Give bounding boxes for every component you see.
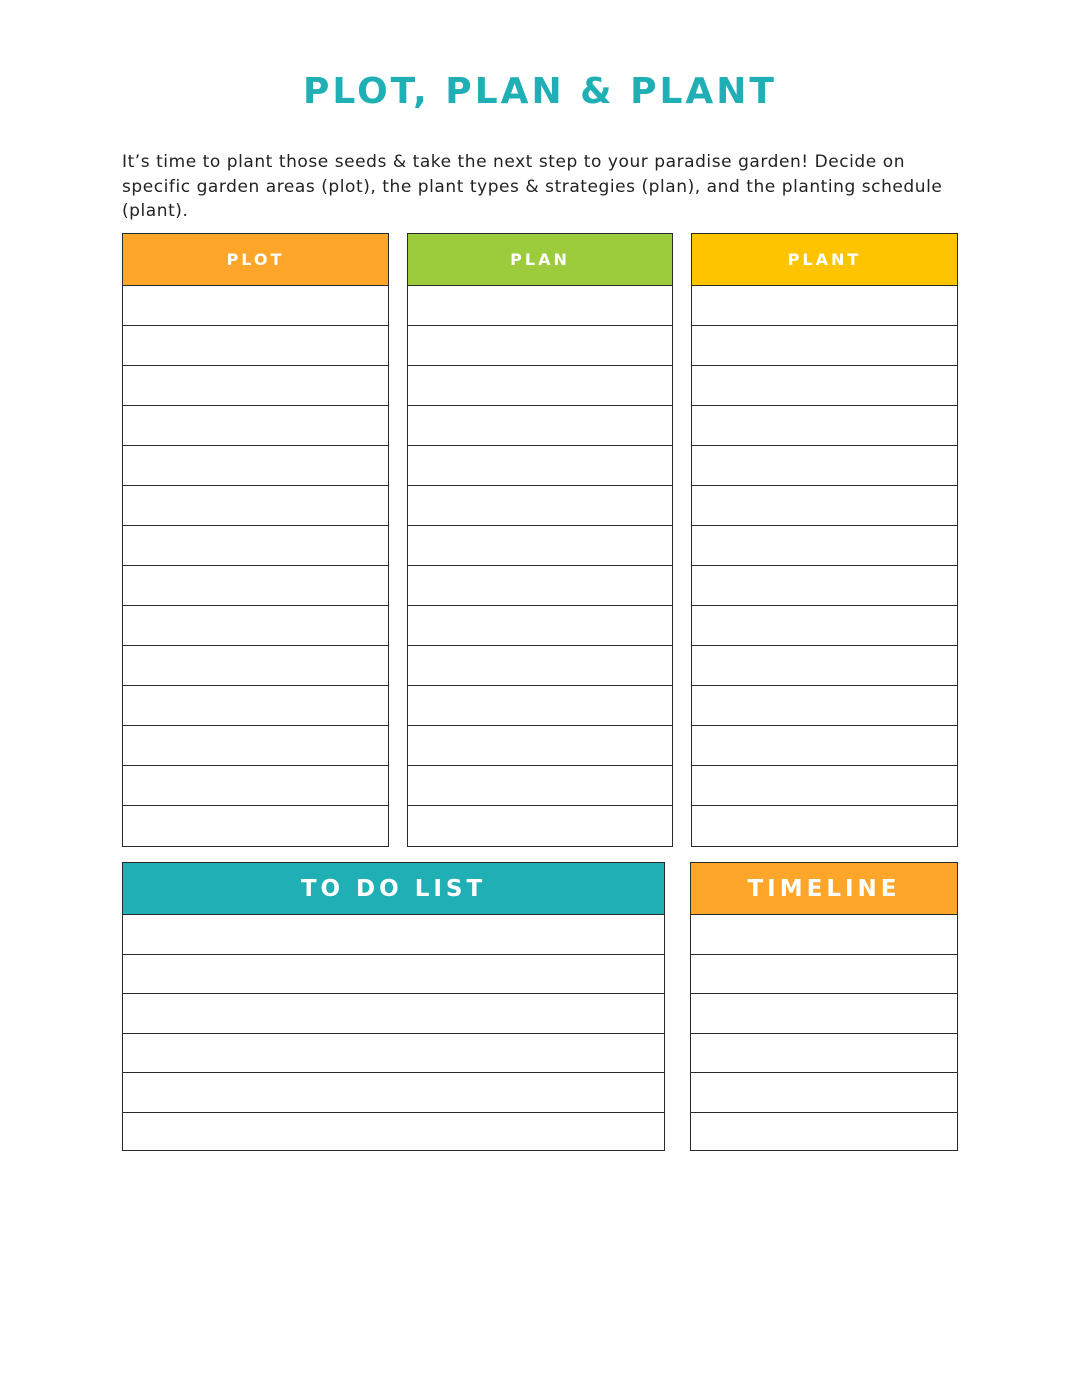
plant-table — [691, 233, 958, 847]
plant-row[interactable] — [692, 766, 957, 806]
plot-row[interactable] — [123, 406, 388, 446]
plant-row[interactable] — [692, 486, 957, 526]
plot-row[interactable] — [123, 326, 388, 366]
plot-row[interactable] — [123, 766, 388, 806]
page-title: PLOT, PLAN & PLANT — [303, 71, 777, 112]
plant-row[interactable] — [692, 406, 957, 446]
plan-row[interactable] — [408, 486, 672, 526]
plant-row[interactable] — [692, 446, 957, 486]
todo-row[interactable] — [123, 915, 664, 955]
plot-row[interactable] — [123, 726, 388, 766]
plant-row[interactable] — [692, 526, 957, 566]
plan-row[interactable] — [408, 606, 672, 646]
timeline-row[interactable] — [691, 994, 957, 1034]
plot-row[interactable] — [123, 686, 388, 726]
plot-row[interactable] — [123, 286, 388, 326]
todo-list-header: TO DO LIST — [123, 863, 664, 915]
plant-row[interactable] — [692, 726, 957, 766]
timeline-row[interactable] — [691, 1073, 957, 1113]
plot-row[interactable] — [123, 366, 388, 406]
plan-row[interactable] — [408, 446, 672, 486]
todo-row[interactable] — [123, 1073, 664, 1113]
plot-row[interactable] — [123, 486, 388, 526]
plot-row[interactable] — [123, 526, 388, 566]
plot-row[interactable] — [123, 566, 388, 606]
timeline-row[interactable] — [691, 1113, 957, 1151]
plant-row[interactable] — [692, 686, 957, 726]
plan-row[interactable] — [408, 766, 672, 806]
timeline-table — [690, 862, 958, 1151]
plot-row[interactable] — [123, 446, 388, 486]
intro-text: It’s time to plant those seeds & take the next step to your paradise garden! Decide on specific garden areas (plot), the plant types & strategies (plan), and the planting schedule (plant). — [122, 152, 943, 221]
timeline-row[interactable] — [691, 915, 957, 955]
todo-row[interactable] — [123, 1113, 664, 1151]
plot-row[interactable] — [123, 606, 388, 646]
plant-header: PLANT — [692, 234, 957, 286]
plan-header: PLAN — [408, 234, 672, 286]
plan-row[interactable] — [408, 686, 672, 726]
plant-row[interactable] — [692, 326, 957, 366]
plan-row[interactable] — [408, 726, 672, 766]
plan-row[interactable] — [408, 646, 672, 686]
timeline-row[interactable] — [691, 1034, 957, 1074]
todo-row[interactable] — [123, 994, 664, 1034]
plant-row[interactable] — [692, 286, 957, 326]
plan-row[interactable] — [408, 366, 672, 406]
plot-header: PLOT — [123, 234, 388, 286]
plant-row[interactable] — [692, 606, 957, 646]
plot-table — [122, 233, 389, 847]
plan-row[interactable] — [408, 806, 672, 845]
todo-row[interactable] — [123, 955, 664, 995]
plan-row[interactable] — [408, 286, 672, 326]
plot-row[interactable] — [123, 806, 388, 845]
plant-row[interactable] — [692, 566, 957, 606]
timeline-row[interactable] — [691, 955, 957, 995]
plan-table — [407, 233, 673, 847]
plant-row[interactable] — [692, 646, 957, 686]
plant-row[interactable] — [692, 806, 957, 845]
plant-row[interactable] — [692, 366, 957, 406]
todo-list-table — [122, 862, 665, 1151]
todo-row[interactable] — [123, 1034, 664, 1074]
plan-row[interactable] — [408, 406, 672, 446]
plan-row[interactable] — [408, 526, 672, 566]
timeline-header: TIMELINE — [691, 863, 957, 915]
plan-row[interactable] — [408, 566, 672, 606]
plan-row[interactable] — [408, 326, 672, 366]
plot-row[interactable] — [123, 646, 388, 686]
